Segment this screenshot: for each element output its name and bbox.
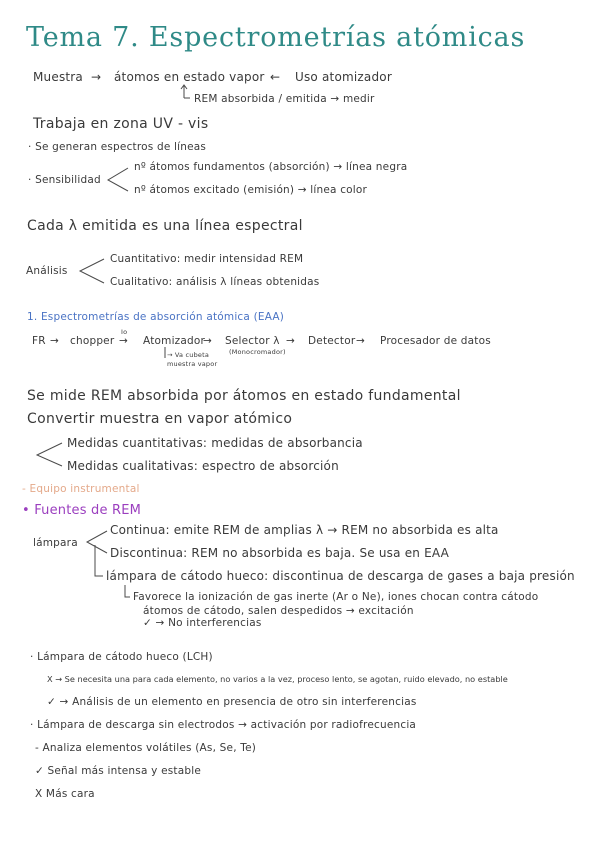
flow-selector: Selector λ — [225, 335, 280, 347]
medidas-branch-1: Medidas cuantitativas: medidas de absorbancia — [67, 436, 363, 450]
flow-arrow-1: → — [50, 335, 59, 347]
flow-procesador: Procesador de datos — [380, 335, 491, 347]
flow-arrow-5: → — [356, 335, 365, 347]
rem-medir: REM absorbida / emitida → medir — [194, 93, 375, 105]
cada-lambda: Cada λ emitida es una línea espectral — [27, 218, 303, 234]
descarga-title: · Lámpara de descarga sin electrodos → activación por radiofrecuencia — [30, 719, 417, 731]
analisis-branch-2: Cualitativo: análisis λ líneas obtenidas — [110, 276, 320, 288]
lch-cons: X → Se necesita una para cada elemento, no varios a la vez, proceso lento, se agotan, ruido elevado, no estable — [47, 674, 508, 684]
flow-arrow-2: → — [119, 335, 128, 347]
uso-atomizador: Uso atomizador — [295, 70, 392, 84]
equipo-instrumental: - Equipo instrumental — [22, 483, 140, 495]
lampara-discontinua: Discontinua: REM no absorbida es baja. Se usa en EAA — [110, 546, 450, 560]
medidas-brace — [37, 443, 62, 466]
rem-up-arrowhead — [181, 85, 187, 89]
muestra-label: Muestra — [33, 70, 83, 84]
lampara-catodo: lámpara de cátodo hueco: discontinua de descarga de gases a baja presión — [106, 569, 575, 583]
lampara-desc-2: átomos de cátodo, salen despedidos → excitación — [143, 605, 414, 617]
descarga-line-2: ✓ Señal más intensa y estable — [35, 765, 201, 777]
flow-detector: Detector — [308, 335, 356, 347]
flow-sub-1: → Va cubeta — [167, 351, 210, 359]
lampara-desc-1: Favorece la ionización de gas inerte (Ar o Ne), iones chocan contra cátodo — [133, 591, 539, 603]
lampara-desc-3: ✓ → No interferencias — [143, 617, 262, 629]
analisis-label: Análisis — [26, 265, 68, 277]
flow-arrow-3: → — [203, 335, 212, 347]
lampara-label: lámpara — [33, 537, 78, 549]
se-mide-rem: Se mide REM absorbida por átomos en estado fundamental — [27, 388, 461, 404]
lampara-continua: Continua: emite REM de amplias λ → REM no absorbida es alta — [110, 523, 499, 537]
flow-monocromador: (Monocromador) — [229, 348, 286, 356]
descarga-line-1: - Analiza elementos volátiles (As, Se, Te) — [35, 742, 257, 754]
sensibilidad-label: · Sensibilidad — [28, 174, 101, 186]
flow-io: Io — [121, 328, 128, 336]
muestra-arrow-1: → — [91, 70, 102, 84]
sensibilidad-brace — [108, 168, 128, 191]
lineas-bullet: · Se generan espectros de líneas — [28, 141, 207, 153]
flow-atomizador: Atomizador — [143, 335, 206, 347]
sensibilidad-branch-2: nº átomos excitado (emisión) → línea color — [134, 184, 368, 196]
atomos-vapor: átomos en estado vapor — [114, 70, 265, 84]
sensibilidad-branch-1: nº átomos fundamentos (absorción) → línea negra — [134, 161, 408, 173]
descriptor-bracket — [125, 585, 130, 597]
trabaja-uv: Trabaja en zona UV - vis — [33, 116, 209, 132]
section-eaa-heading: 1. Espectrometrías de absorción atómica (EAA) — [27, 311, 285, 323]
page-title: Tema 7. Espectrometrías atómicas — [26, 22, 526, 53]
analisis-brace — [80, 259, 104, 283]
flow-fr: FR — [32, 335, 46, 347]
flow-chopper: chopper — [70, 335, 115, 347]
lampara-brace — [87, 531, 107, 553]
convertir-muestra: Convertir muestra en vapor atómico — [27, 411, 293, 427]
analisis-branch-1: Cuantitativo: medir intensidad REM — [110, 253, 304, 265]
flow-sub-2: muestra vapor — [167, 360, 218, 368]
flow-arrow-4: → — [286, 335, 295, 347]
lch-pros: ✓ → Análisis de un elemento en presencia de otro sin interferencias — [47, 696, 417, 708]
lch-title: · Lámpara de cátodo hueco (LCH) — [30, 651, 213, 663]
medidas-branch-2: Medidas cualitativas: espectro de absorción — [67, 459, 339, 473]
lampara-stem — [95, 545, 103, 576]
fuentes-rem: • Fuentes de REM — [22, 503, 142, 518]
muestra-arrow-2: ← — [270, 70, 281, 84]
descarga-line-3: X Más cara — [35, 788, 95, 800]
